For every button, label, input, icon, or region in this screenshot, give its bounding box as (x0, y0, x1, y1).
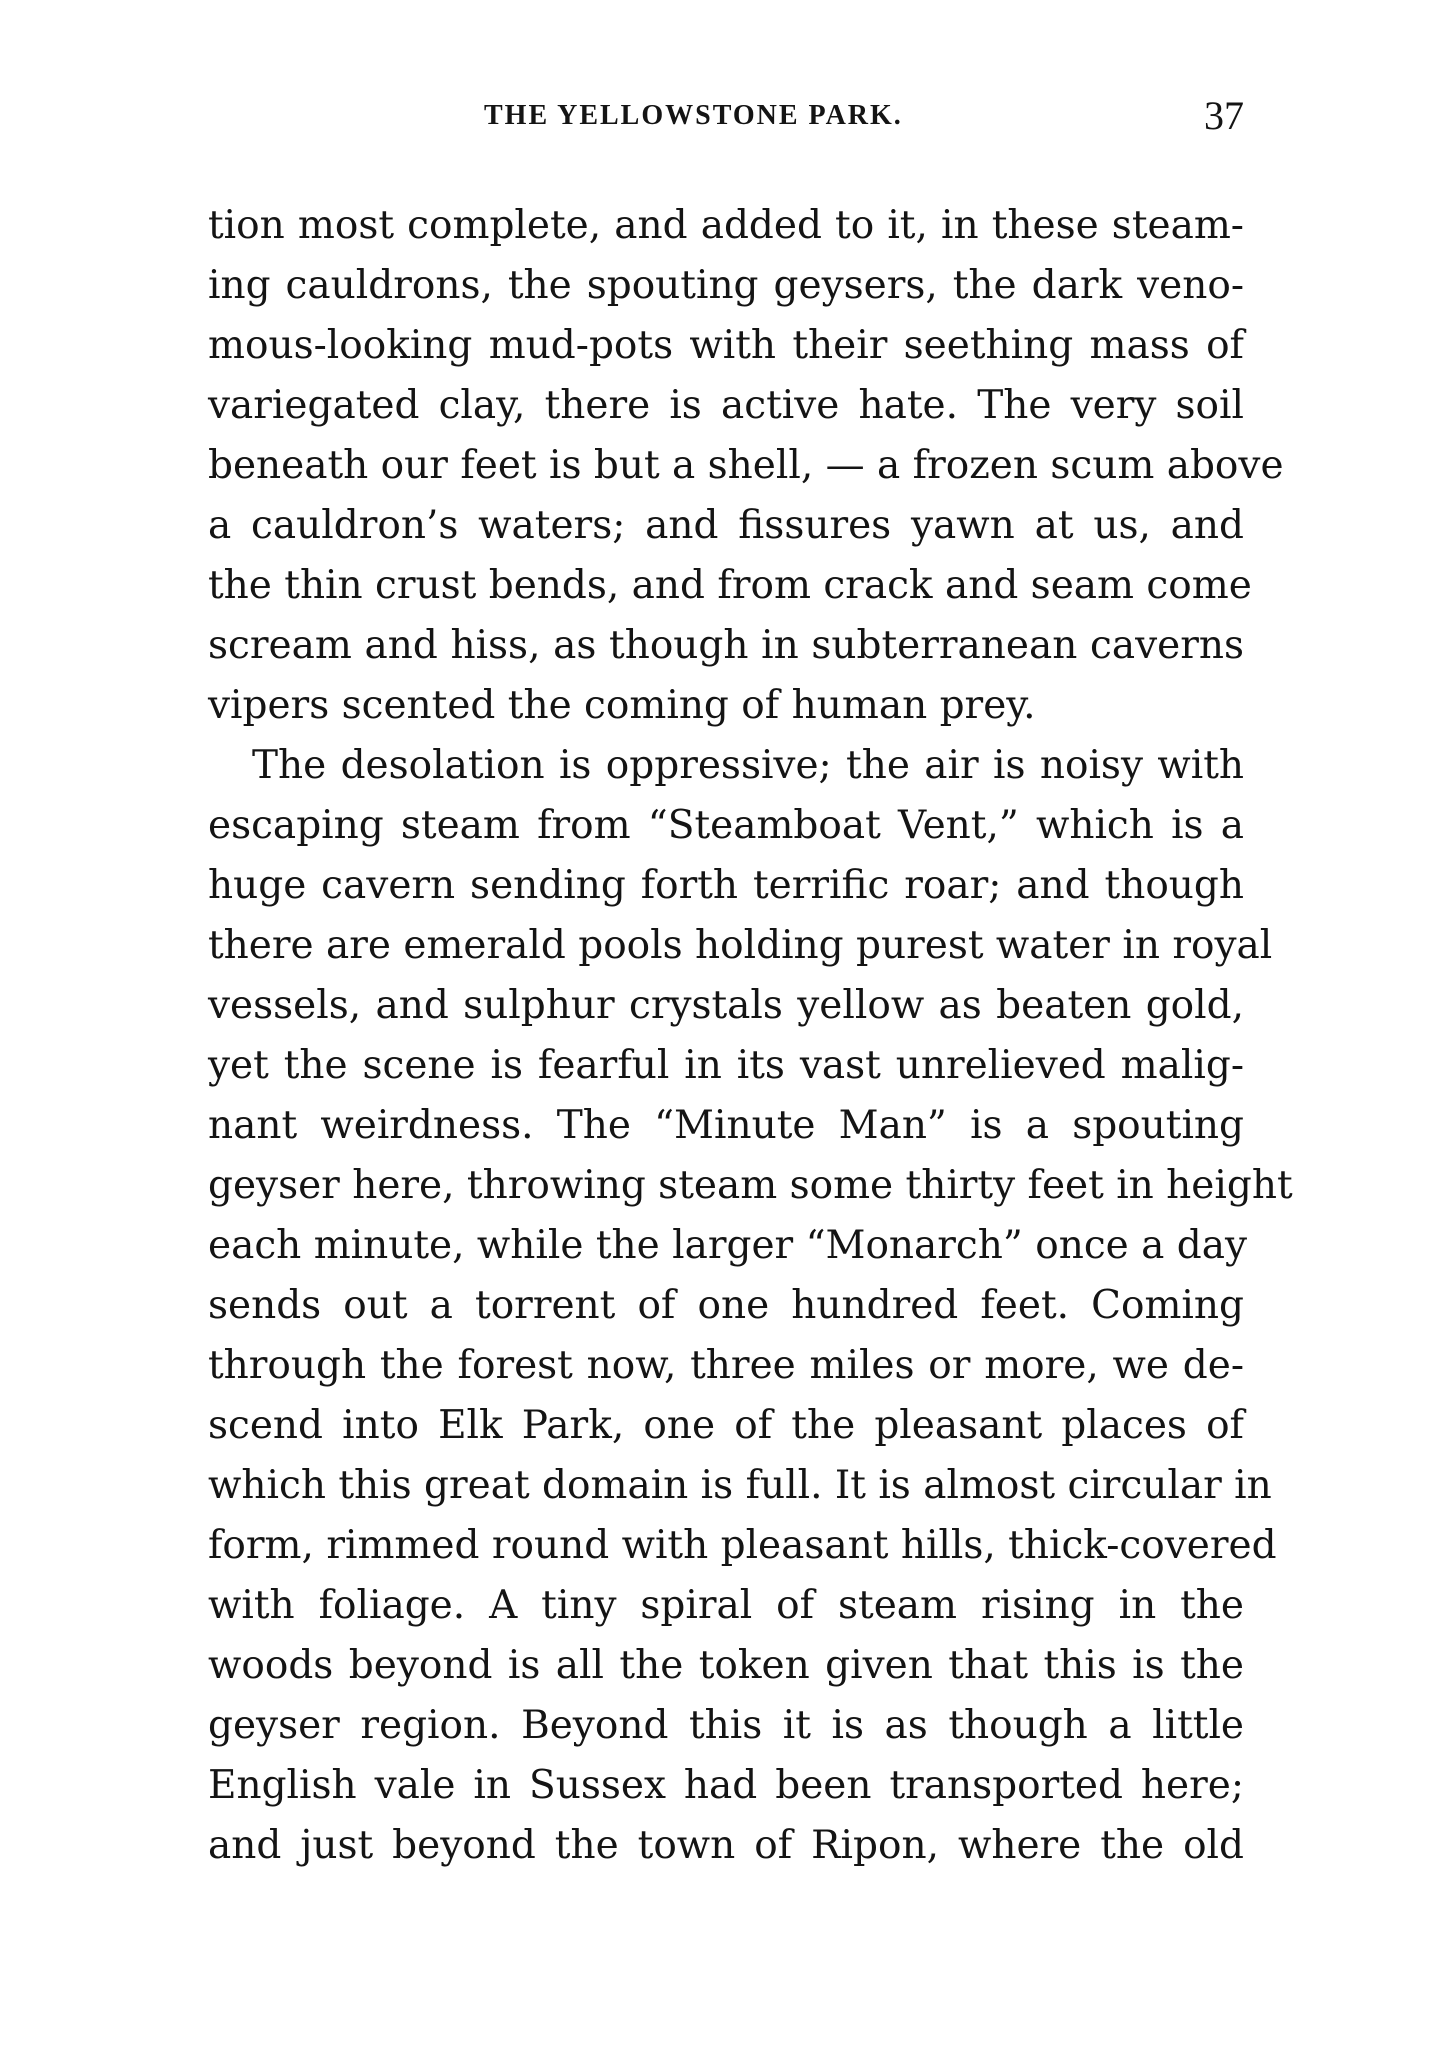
text-line: there are emerald pools holding purest water in royal (208, 923, 1273, 968)
paragraph (208, 736, 1293, 1876)
text-line: and just beyond the town of Ripon, where the old (208, 1823, 1244, 1868)
text-line: sends out a torrent of one hundred feet. Coming (208, 1283, 1244, 1328)
running-head: THE YELLOWSTONE PARK. (484, 100, 903, 131)
text-line: form, rimmed round with pleasant hills, thick-covered (208, 1523, 1277, 1568)
text-line: vipers scented the coming of human prey. (208, 683, 1036, 728)
text-line: escaping steam from “Steamboat Vent,” which is a (208, 803, 1244, 848)
text-line: each minute, while the larger “Monarch” once a day (208, 1223, 1248, 1268)
text-line: nant weirdness. The “Minute Man” is a spouting (208, 1103, 1244, 1148)
page-number: 37 (1204, 93, 1244, 138)
text-line: scream and hiss, as though in subterranean caverns (208, 623, 1244, 668)
text-line: geyser region. Beyond this it is as though a little (208, 1703, 1244, 1748)
text-line: through the forest now, three miles or more, we de- (208, 1343, 1244, 1388)
text-line: scend into Elk Park, one of the pleasant places of (208, 1403, 1244, 1448)
text-line: the thin crust bends, and from crack and seam come (208, 563, 1252, 608)
paragraph (208, 196, 1284, 736)
text-line: with foliage. A tiny spiral of steam rising in the (208, 1583, 1244, 1628)
text-line: beneath our feet is but a shell, — a frozen scum above (208, 443, 1284, 488)
text-line: woods beyond is all the token given that this is the (208, 1643, 1244, 1688)
page-header (208, 92, 1244, 142)
text-line: huge cavern sending forth terrific roar; and though (208, 863, 1244, 908)
text-line: geyser here, throwing steam some thirty feet in height (208, 1163, 1293, 1208)
text-line: ing cauldrons, the spouting geysers, the dark veno- (208, 263, 1244, 308)
text-line: vessels, and sulphur crystals yellow as beaten gold, (208, 983, 1244, 1028)
text-line: The desolation is oppressive; the air is noisy with (252, 743, 1244, 788)
body-text (208, 196, 1293, 1876)
text-line: mous-looking mud-pots with their seething mass of (208, 323, 1244, 368)
text-line: variegated clay, there is active hate. The very soil (208, 383, 1244, 428)
text-line: English vale in Sussex had been transported here; (208, 1763, 1244, 1808)
text-line: tion most complete, and added to it, in these steam- (208, 203, 1244, 248)
text-line: a cauldron’s waters; and fissures yawn at us, and (208, 503, 1244, 548)
text-line: yet the scene is fearful in its vast unrelieved malig- (208, 1043, 1244, 1088)
text-line: which this great domain is full. It is almost circular in (208, 1463, 1272, 1508)
